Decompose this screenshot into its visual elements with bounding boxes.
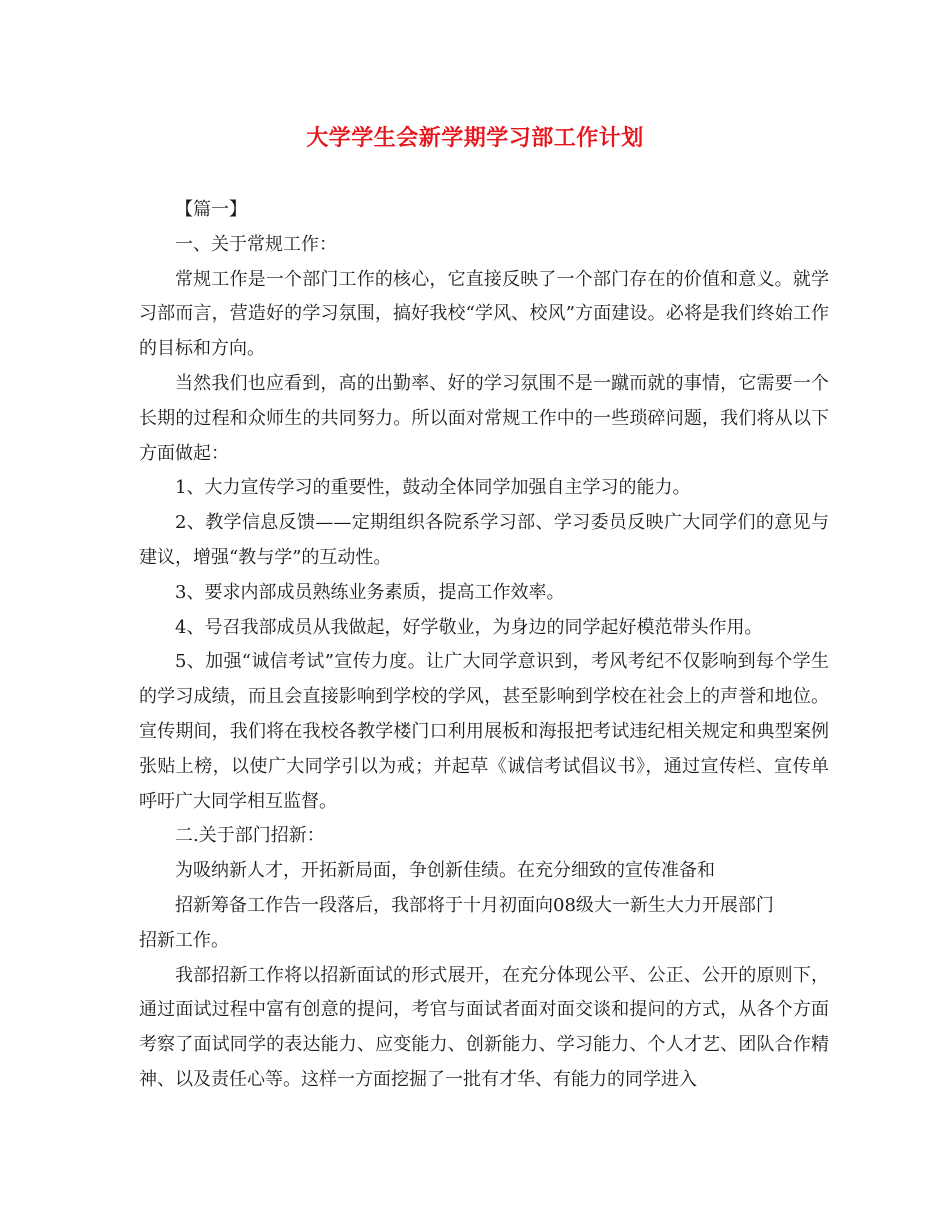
- list-item: 4、号召我部成员从我做起，好学敬业，为身边的同学起好模范带头作用。: [175, 616, 763, 638]
- section-heading: 一、关于常规工作：: [175, 233, 337, 255]
- paragraph: 常规工作是一个部门工作的核心，它直接反映了一个部门存在的价值和意义。就学习部而言，营造好的学习氛围，搞好我校“学风、校风”方面建设。必将是我们终始工作的目标和方向。: [139, 268, 829, 360]
- paragraph: 我部招新工作将以招新面试的形式展开，在充分体现公平、公正、公开的原则下，通过面试过程中富有创意的提问，考官与面试者面对面交谈和提问的方式，从各个方面考察了面试同学的表达能力、应变能力、创新能力、学习能力、个人才艺、团队合作精神、以及责任心等。这样一方面挖掘了一批有才华、有能力的同学进入: [139, 964, 829, 1090]
- paragraph: 当然我们也应看到，高的出勤率、好的学习氛围不是一蹴而就的事情，它需要一个长期的过程和众师生的共同努力。所以面对常规工作中的一些琐碎问题，我们将从以下方面做起：: [139, 372, 829, 464]
- document-title: 大学学生会新学期学习部工作计划: [306, 125, 644, 151]
- list-item: 3、要求内部成员熟练业务素质，提高工作效率。: [175, 581, 565, 603]
- section-marker: 【篇一】: [175, 199, 247, 220]
- document-body: [139, 193, 829, 1098]
- section-heading: 二.关于部门招新：: [175, 825, 325, 847]
- paragraph: 招新筹备工作告一段落后，我部将于十月初面向08级大一新生大力开展部门: [175, 894, 774, 916]
- list-item: 1、大力宣传学习的重要性，鼓动全体同学加强自主学习的能力。: [175, 477, 691, 499]
- list-item: 5、加强“诚信考试”宣传力度。让广大同学意识到，考风考纪不仅影响到每个学生的学习成绩，而且会直接影响到学校的学风，甚至影响到学校在社会上的声誉和地位。宣传期间，我们将在我校各教学楼门口利用展板和海报把考试违纪相关规定和典型案例张贴上榜，以使广大同学引以为戒；并起草《诚信考试倡议书》，通过宣传栏、宣传单呼吁广大同学相互监督。: [139, 651, 829, 812]
- paragraph: 为吸纳新人才，开拓新局面，争创新佳绩。在充分细致的宣传准备和: [175, 860, 715, 882]
- list-item: 2、教学信息反馈——定期组织各院系学习部、学习委员反映广大同学们的意见与建议，增强“教与学”的互动性。: [139, 512, 829, 568]
- paragraph: 招新工作。: [139, 929, 229, 951]
